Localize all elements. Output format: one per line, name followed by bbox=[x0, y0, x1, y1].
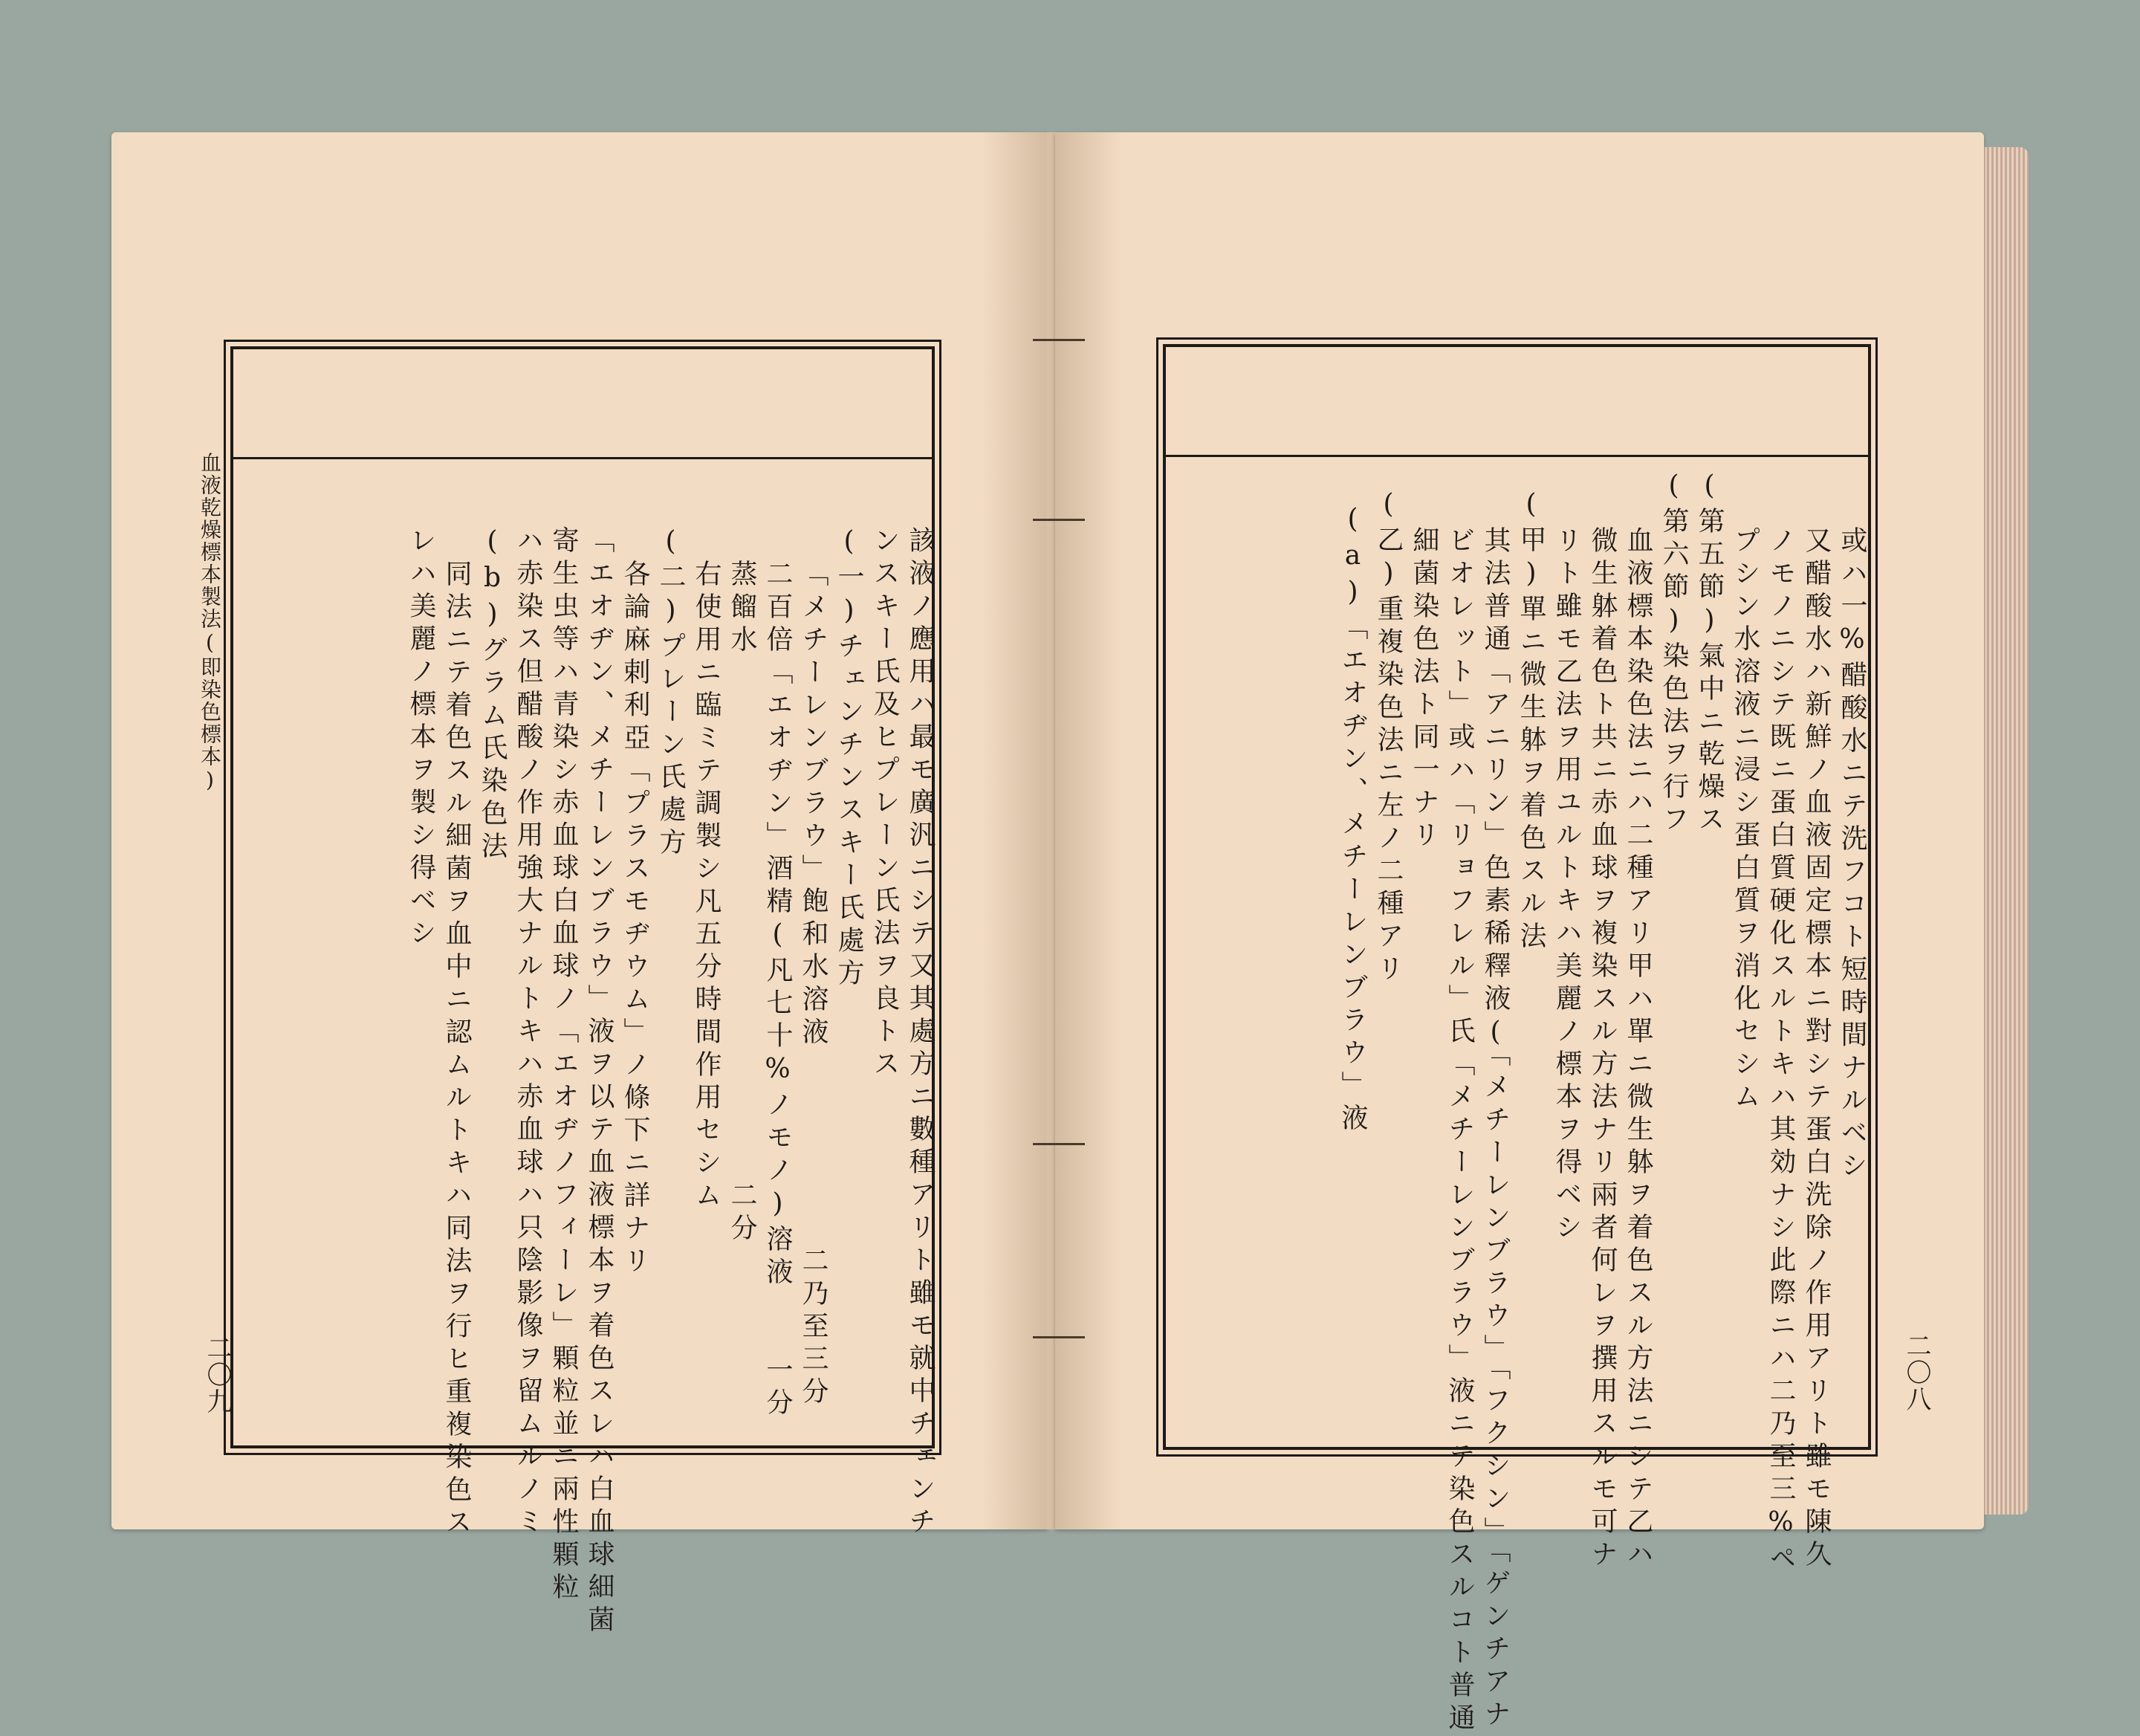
text-line: (一)チェンチンスキー氏處方 bbox=[834, 526, 864, 991]
left-text-frame bbox=[230, 346, 935, 1448]
header-rule bbox=[233, 457, 932, 459]
text-line: ンスキー氏及ヒプレーン氏法ヲ良トス bbox=[869, 526, 900, 1082]
text-line: (b)グラム氏染色法 bbox=[477, 526, 508, 864]
binding-stitch bbox=[1033, 519, 1085, 527]
text-line: (乙)重複染色法ニ左ノ二種アリ bbox=[1373, 489, 1404, 987]
text-line: 各論麻剌利亞「プラスモヂウム」ノ條下ニ詳ナリ bbox=[620, 560, 650, 1279]
text-line: (第五節)氣中ニ乾燥ス bbox=[1694, 470, 1725, 838]
text-line: リト雖モ乙法ヲ用ユルトキハ美麗ノ標本ヲ得ベシ bbox=[1552, 526, 1582, 1246]
text-line: 「エオヂン、メチーレンブラウ」液ヲ以テ血液標本ヲ着色スレハ白血球細菌 bbox=[584, 526, 615, 1638]
margin-title: 血液乾燥標本製法(即染色標本) bbox=[198, 452, 222, 794]
text-line: 微生躰着色ト共ニ赤血球ヲ複染スル方法ナリ兩者何レヲ撰用スルモ可ナ bbox=[1587, 526, 1618, 1573]
text-line: 同法ニテ着色スル細菌ヲ血中ニ認ムルトキハ同法ヲ行ヒ重複染色ス bbox=[441, 560, 472, 1541]
text-line: 血液標本染色法ニハ二種アリ甲ハ單ニ微生躰ヲ着色スル方法ニシテ乙ハ bbox=[1623, 526, 1653, 1573]
binding-stitch bbox=[1033, 1143, 1085, 1151]
header-rule bbox=[1166, 455, 1868, 457]
text-line: ノモノニシテ既ニ蛋白質硬化スルトキハ其効ナシ此際ニハ二乃至三%ペ bbox=[1766, 526, 1796, 1576]
page-number: 二〇八 bbox=[1901, 1332, 1931, 1413]
text-line: ハ赤染ス但醋酸ノ作用強大ナルトキハ赤血球ハ只陰影像ヲ留ムルノミ bbox=[513, 526, 543, 1540]
text-line: 其法普通「アニリン」色素稀釋液(「メチーレンブラウ」「フクシン」「ゲンチアナ bbox=[1480, 526, 1511, 1732]
text-line: 右使用ニ臨ミテ調製シ凡五分時間作用セシム bbox=[691, 560, 722, 1214]
text-line: (第六節)染色法ヲ行フ bbox=[1658, 470, 1689, 838]
text-line: (二)プレーン氏處方 bbox=[655, 526, 686, 861]
text-line: 或ハ一%醋酸水ニテ洗フコト短時間ナルベシ bbox=[1837, 526, 1867, 1184]
left-page bbox=[111, 132, 1048, 1638]
text-line: (甲)單ニ微生躰ヲ着色スル法 bbox=[1516, 489, 1546, 954]
open-book bbox=[111, 132, 2029, 1736]
text-line: 細菌染色法ト同一ナリ bbox=[1409, 526, 1439, 853]
text-line: 「メチーレンブラウ」飽和水溶液 二乃至三分 bbox=[798, 560, 829, 1410]
text-line: 又醋酸水ハ新鮮ノ血液固定標本ニ對シテ蛋白洗除ノ作用アリト雖モ陳久 bbox=[1801, 526, 1832, 1573]
right-page bbox=[1055, 132, 1984, 1736]
text-line: 寄生虫等ハ青染シ赤血球白血球ノ「エオヂノフィーレ」顆粒並ニ兩性顆粒 bbox=[548, 526, 579, 1605]
text-line: レハ美麗ノ標本ヲ製シ得ベシ bbox=[406, 526, 436, 951]
binding-stitch bbox=[1033, 1336, 1085, 1344]
text-line: (a)「エオヂン、メチーレンブラウ」液 bbox=[1338, 504, 1368, 1136]
text-line: 二百倍「エオヂン」酒精(凡七十%ノモノ)溶液 一分 bbox=[762, 560, 793, 1421]
page-number: 二〇九 bbox=[202, 1335, 232, 1415]
text-line: 蒸餾水 二分 bbox=[727, 560, 757, 1246]
text-line: プシン水溶液ニ浸シ蛋白質ヲ消化セシム bbox=[1730, 526, 1760, 1115]
text-line: 該液ノ應用ハ最モ廣汎ニシテ又其處方ニ數種アリト雖モ就中チェンチ bbox=[905, 526, 936, 1540]
text-line: ビオレット」或ハ「リョフレル」氏「メチーレンブラウ」液ニテ染色スルコト普通 bbox=[1444, 526, 1475, 1736]
binding-stitch bbox=[1033, 339, 1085, 347]
